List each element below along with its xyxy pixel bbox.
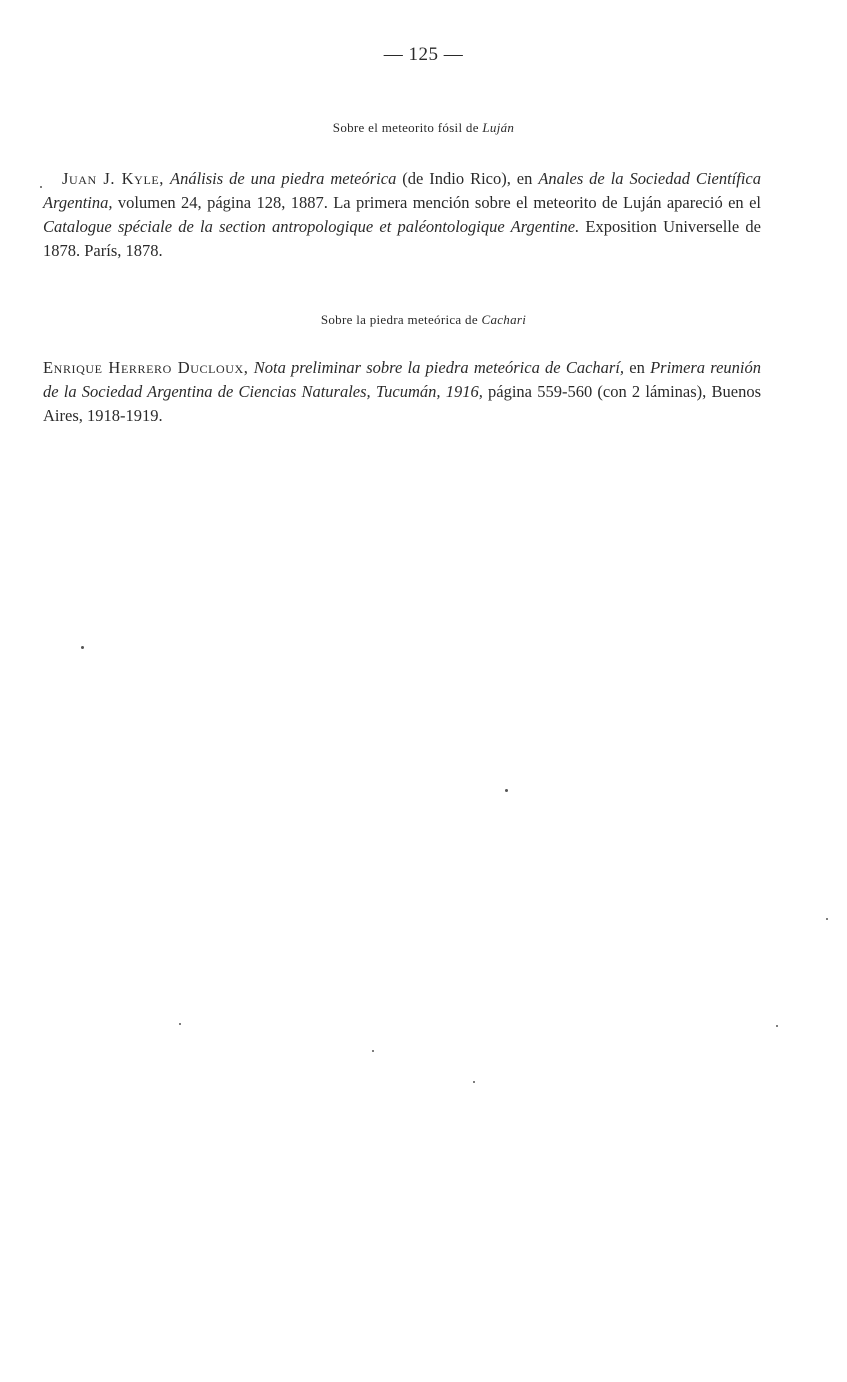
- scan-speck: [826, 918, 828, 920]
- heading-lujan-prefix: Sobre el meteorito fósil de: [332, 120, 483, 135]
- entry-kyle-text1: (de Indio Rico), en: [396, 169, 539, 188]
- heading-cachari-place: Cachari: [481, 312, 527, 327]
- entry-kyle-author: Juan J. Kyle,: [62, 169, 165, 188]
- entry-kyle-text3: Exposition Universelle de 1878. París, 1878.: [43, 217, 761, 260]
- page-number: — 125 —: [383, 44, 464, 65]
- entry-ducloux-author: Enrique Herrero Ducloux,: [43, 358, 249, 377]
- entry-kyle-text2: volumen 24, página 128, 1887. La primera mención sobre el meteorito de Luján apareció en el: [112, 193, 761, 212]
- scan-speck: [179, 1023, 181, 1025]
- heading-cachari-prefix: Sobre la piedra meteórica de: [320, 312, 482, 327]
- bibliography-entry-kyle: [43, 167, 761, 263]
- scan-speck: [776, 1025, 778, 1027]
- scan-speck: [372, 1050, 374, 1052]
- entry-ducloux-text1: en: [624, 358, 651, 377]
- scan-speck: [473, 1081, 475, 1083]
- scan-speck: [81, 646, 84, 649]
- scan-speck: [40, 186, 42, 188]
- entry-kyle-journal: Anales de la Sociedad Científica Argentina,: [43, 169, 761, 212]
- bibliography-entry-herrero-ducloux: [43, 356, 761, 428]
- scan-speck: [505, 789, 508, 792]
- entry-ducloux-text2: página 559-560 (con 2 láminas), Buenos Aires, 1918-1919.: [43, 382, 761, 425]
- section-heading-cachari: [0, 312, 847, 328]
- entry-ducloux-meeting: Primera reunión de la Sociedad Argentina de Ciencias Naturales, Tucumán, 1916,: [43, 358, 761, 401]
- entry-kyle-title: Análisis de una piedra meteórica: [169, 169, 397, 188]
- section-heading-lujan: [0, 120, 847, 136]
- heading-lujan-place: Luján: [482, 120, 515, 135]
- entry-kyle-catalogue: Catalogue spéciale de la section antropologique et paléontologique Argentine.: [43, 217, 580, 236]
- entry-ducloux-title: Nota preliminar sobre la piedra meteórica de Cacharí,: [253, 358, 625, 377]
